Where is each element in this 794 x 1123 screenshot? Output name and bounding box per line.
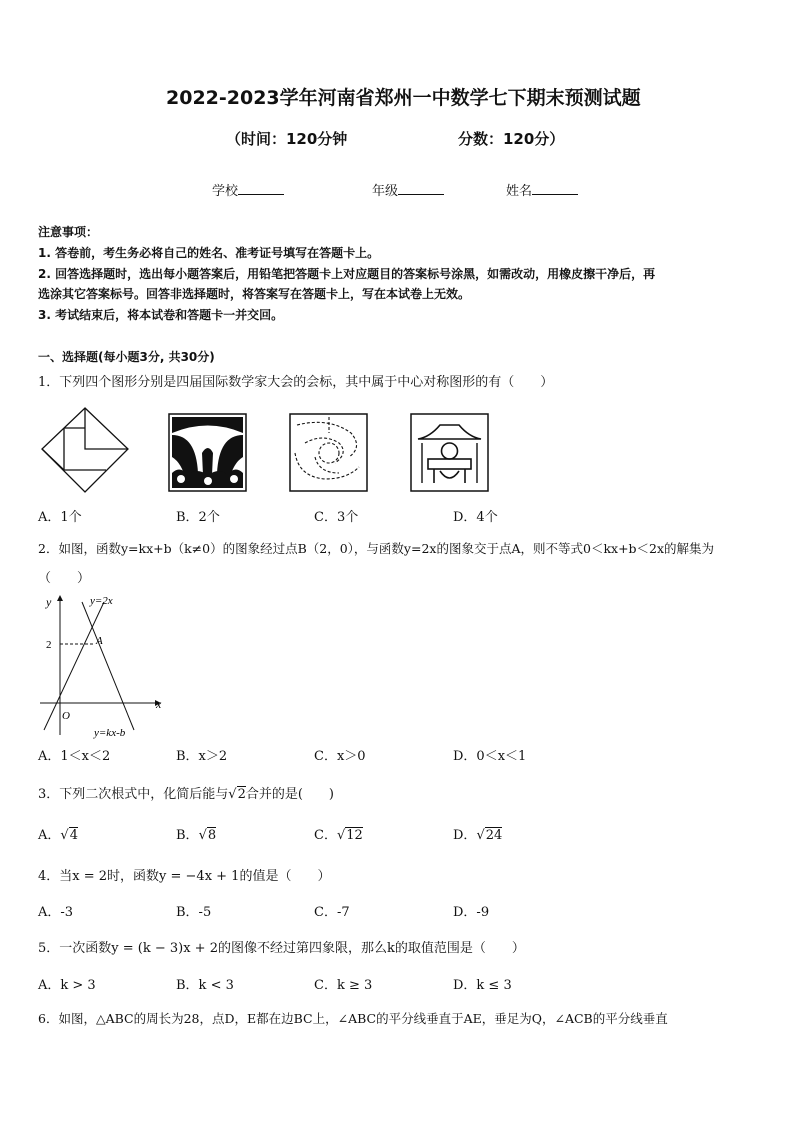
name-field	[506, 182, 578, 200]
notes-heading: 注意事项：	[38, 225, 99, 239]
logo-1-figure	[40, 406, 130, 494]
q4-option-a[interactable]: A．-3	[38, 905, 74, 920]
section-heading: 一、选择题(每小题3分, 共30分)	[38, 350, 215, 364]
q6-stem: 6．如图，△ABC的周长为28，点D，E都在边BC上，∠ABC的平分线垂直于AE，垂足为Q，∠ACB的平分线垂直	[38, 1011, 668, 1026]
q4-option-c[interactable]: C．-7	[314, 905, 350, 920]
q3-stem-post: 合并的是( )	[245, 787, 335, 802]
q5-option-d[interactable]: D．k ≤ 3	[453, 978, 512, 993]
q5-option-b[interactable]: B．k < 3	[176, 978, 234, 993]
q5-option-c[interactable]: C．k ≥ 3	[314, 978, 373, 993]
q2-graph	[32, 590, 172, 740]
note-item: 2. 回答选择题时，选出每小题答案后，用铅笔把答题卡上对应题目的答案标号涂黑，如需改动，用橡皮擦干净后，再	[38, 267, 656, 281]
q1-option-c[interactable]: C．3个	[314, 510, 359, 525]
line1-label: y=2x	[90, 595, 113, 607]
logo-3-figure	[289, 413, 368, 492]
q3-option-d-label: D．	[453, 828, 477, 843]
q2-option-d[interactable]: D．0＜x＜1	[453, 749, 527, 764]
q5-stem: 5．一次函数y = (k − 3)x + 2的图像不经过第四象限，那么k的取值范围是（ ）	[38, 941, 525, 956]
time-label: （时间：120分钟	[226, 130, 348, 148]
note-item: 1. 答卷前，考生务必将自己的姓名、准考证号填写在答题卡上。	[38, 246, 380, 260]
name-blank	[532, 182, 578, 195]
q3-option-c[interactable]	[314, 827, 363, 844]
q3-stem	[38, 786, 334, 803]
q5-option-a[interactable]: A．k > 3	[38, 978, 96, 993]
sqrt-icon: √	[198, 828, 207, 843]
school-field	[212, 182, 284, 200]
q3-option-c-label: C．	[314, 828, 337, 843]
q4-stem: 4．当x = 2时，函数y = −4x + 1的值是（ ）	[38, 869, 331, 884]
origin-label: O	[62, 710, 70, 722]
score-label: 分数：120分）	[458, 130, 565, 148]
q2-option-a[interactable]: A．1＜x＜2	[38, 749, 111, 764]
q1-option-a[interactable]: A．1个	[38, 510, 82, 525]
grade-blank	[398, 182, 444, 195]
q1-option-d[interactable]: D．4个	[453, 510, 498, 525]
q3-option-a[interactable]	[38, 827, 78, 844]
q2-stem: 2．如图，函数y=kx+b（k≠0）的图象经过点B（2，0），与函数y=2x的图象交于点A，则不等式0＜kx+b＜2x的解集为	[38, 541, 715, 556]
q3-option-c-radicand: 12	[346, 828, 363, 843]
sqrt-icon: √	[476, 828, 485, 843]
q3-stem-pre: 3．下列二次根式中，化简后能与	[38, 787, 229, 802]
q3-option-d-radicand: 24	[485, 828, 503, 843]
school-blank	[238, 182, 284, 195]
line-y-kx-b	[82, 602, 134, 730]
q3-option-b-radicand: 8	[207, 828, 217, 843]
grade-label: 年级	[372, 184, 399, 199]
q3-option-d[interactable]	[453, 827, 502, 844]
q3-stem-radicand: 2	[237, 787, 246, 802]
note-item: 3. 考试结束后，将本试卷和答题卡一并交回。	[38, 308, 284, 322]
y-axis-label: y	[46, 595, 52, 609]
q2-option-c[interactable]: C．x＞0	[314, 749, 366, 764]
y-tick-2: 2	[46, 639, 52, 651]
grade-field	[372, 182, 444, 200]
q2-option-b[interactable]: B．x＞2	[176, 749, 228, 764]
note-item: 选涂其它答案标号。回答非选择题时，将答案写在答题卡上，写在本试卷上无效。	[38, 287, 471, 301]
page-title: 2022-2023学年河南省郑州一中数学七下期末预测试题	[166, 87, 641, 109]
q3-option-b-label: B．	[176, 828, 199, 843]
logo-2-figure	[168, 413, 247, 492]
point-a-label: A	[96, 635, 103, 647]
sqrt-icon: √	[228, 787, 237, 802]
q3-option-a-label: A．	[38, 828, 61, 843]
q2-stem-paren: （ ）	[38, 571, 91, 586]
q1-option-b[interactable]: B．2个	[176, 510, 220, 525]
q4-option-d[interactable]: D．-9	[453, 905, 490, 920]
line-y-2x	[44, 602, 104, 730]
line2-label: y=kx-b	[94, 727, 126, 739]
logo-4-figure	[410, 413, 489, 492]
school-label: 学校	[212, 184, 239, 199]
sqrt-icon: √	[60, 828, 69, 843]
q1-stem: 1．下列四个图形分别是四届国际数学家大会的会标，其中属于中心对称图形的有（ ）	[38, 375, 554, 390]
name-label: 姓名	[506, 184, 533, 199]
x-axis-label: x	[156, 697, 162, 711]
sqrt-icon: √	[336, 828, 346, 843]
q3-option-b[interactable]	[176, 827, 216, 844]
q4-option-b[interactable]: B．-5	[176, 905, 212, 920]
q3-option-a-radicand: 4	[69, 828, 78, 843]
